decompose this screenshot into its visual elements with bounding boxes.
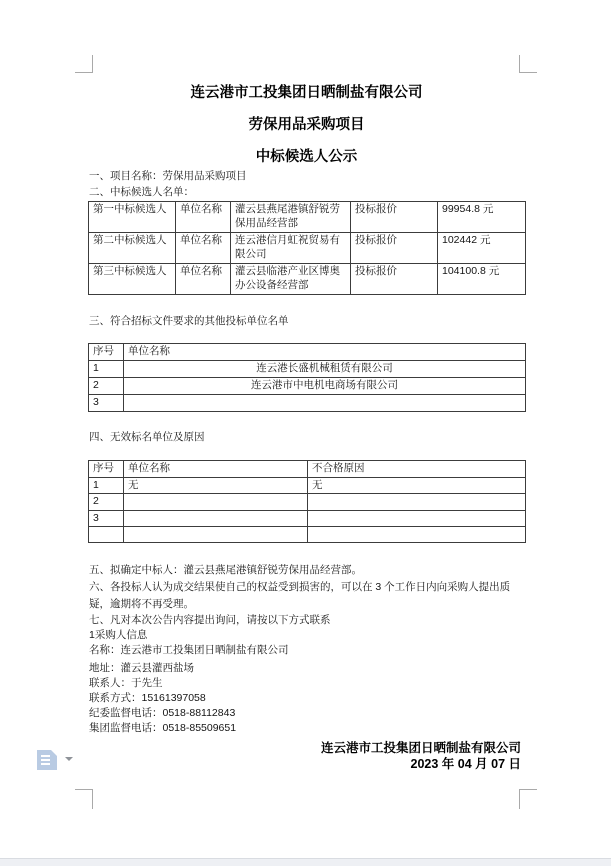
invalid-company-cell xyxy=(124,494,308,511)
paste-icon-line xyxy=(41,759,50,761)
invalid-company-cell: 无 xyxy=(124,477,308,494)
page-corner-mark-top-right xyxy=(519,55,537,73)
invalid-reason-cell xyxy=(308,527,526,543)
document-title-announcement: 中标候选人公示 xyxy=(255,149,358,165)
serial-cell: 3 xyxy=(89,395,124,412)
serial-cell xyxy=(89,527,124,543)
price-value-cell: 104100.8 元 xyxy=(438,264,526,295)
serial-cell: 1 xyxy=(89,361,124,378)
bidder-row xyxy=(89,395,526,412)
serial-header-cell: 序号 xyxy=(89,344,124,361)
page-corner-mark-bottom-left xyxy=(75,789,93,809)
invalid-bid-row xyxy=(89,510,526,527)
price-value-cell: 99954.8 元 xyxy=(438,202,526,233)
candidate-company-cell: 连云港信月虹祝贸易有限公司 xyxy=(231,233,351,264)
bidder-company-cell: 连云港长盛机械租赁有限公司 xyxy=(124,361,526,378)
contact-name-line: 名称：连云港市工投集团日晒制盐有限公司 xyxy=(89,644,289,656)
section-invalid-bids: 四、无效标名单位及原因 xyxy=(89,431,205,443)
other-bidders-table xyxy=(88,343,526,412)
section-project-name: 一、项目名称：劳保用品采购项目 xyxy=(89,170,247,182)
invalid-bid-row xyxy=(89,477,526,494)
paste-icon-fold xyxy=(51,750,57,756)
candidate-rank-cell: 第一中标候选人 xyxy=(89,202,176,233)
group-phone-line: 集团监督电话：0518-85509651 xyxy=(89,722,237,734)
section-intended-winner: 五、拟确定中标人：灌云县燕尾港镇舒锐劳保用品经营部。 xyxy=(89,564,362,576)
candidate-rank-cell: 第二中标候选人 xyxy=(89,233,176,264)
contact-address-line: 地址：灌云县灌西盐场 xyxy=(89,662,194,674)
invalid-bid-row xyxy=(89,527,526,543)
unit-label-cell: 单位名称 xyxy=(176,233,231,264)
paste-icon-line xyxy=(41,763,50,765)
price-value-cell: 102442 元 xyxy=(438,233,526,264)
chevron-down-icon[interactable] xyxy=(65,757,73,761)
price-label-cell: 投标报价 xyxy=(351,264,438,295)
serial-cell: 3 xyxy=(89,510,124,527)
company-header-cell: 单位名称 xyxy=(124,344,526,361)
bidder-row xyxy=(89,378,526,395)
page-corner-mark-top-left xyxy=(75,55,93,73)
table-header-row xyxy=(89,461,526,478)
bidder-company-cell xyxy=(124,395,526,412)
company-header-cell: 单位名称 xyxy=(124,461,308,478)
price-label-cell: 投标报价 xyxy=(351,202,438,233)
invalid-company-cell xyxy=(124,510,308,527)
candidate-row xyxy=(89,264,526,295)
section-inquiry-contact: 七、凡对本次公告内容提出询问，请按以下方式联系 xyxy=(89,614,331,626)
candidate-row xyxy=(89,202,526,233)
paste-options-control[interactable] xyxy=(37,749,73,771)
unit-label-cell: 单位名称 xyxy=(176,264,231,295)
paste-icon-line xyxy=(41,755,50,757)
contact-person-line: 联系人：于先生 xyxy=(89,677,163,689)
price-label-cell: 投标报价 xyxy=(351,233,438,264)
contact-phone-line: 联系方式：15161397058 xyxy=(89,692,206,704)
candidate-row xyxy=(89,233,526,264)
invalid-reason-cell xyxy=(308,494,526,511)
candidates-table xyxy=(88,201,526,295)
bidder-row xyxy=(89,361,526,378)
candidate-rank-cell: 第三中标候选人 xyxy=(89,264,176,295)
serial-cell: 1 xyxy=(89,477,124,494)
serial-header-cell: 序号 xyxy=(89,461,124,478)
buyer-info-heading: 1采购人信息 xyxy=(89,629,148,641)
invalid-company-cell xyxy=(124,527,308,543)
invalid-bid-row xyxy=(89,494,526,511)
reason-header-cell: 不合格原因 xyxy=(308,461,526,478)
section-objection-line2: 疑，逾期将不再受理。 xyxy=(89,598,194,610)
page-corner-mark-bottom-right xyxy=(519,789,537,809)
invalid-reason-cell xyxy=(308,510,526,527)
document-title-company: 连云港市工投集团日晒制盐有限公司 xyxy=(190,85,423,101)
section-candidates-list: 二、中标候选人名单： xyxy=(89,186,194,198)
unit-label-cell: 单位名称 xyxy=(176,202,231,233)
section-objection-line1: 六、各投标人认为成交结果使自己的权益受到损害的，可以在 3 个工作日内向采购人提出质 xyxy=(89,581,511,593)
serial-cell: 2 xyxy=(89,378,124,395)
document-title-project: 劳保用品采购项目 xyxy=(248,117,365,133)
bidder-company-cell: 连云港市中电机电商场有限公司 xyxy=(124,378,526,395)
discipline-phone-line: 纪委监督电话：0518-88112843 xyxy=(89,707,236,719)
candidate-company-cell: 灌云县燕尾港镇舒锐劳保用品经营部 xyxy=(231,202,351,233)
invalid-bids-table xyxy=(88,460,526,543)
candidate-company-cell: 灌云县临港产业区博奥办公设备经营部 xyxy=(231,264,351,295)
section-other-bidders: 三、符合招标文件要求的其他投标单位名单 xyxy=(89,315,289,327)
signature-date: 2023 年 04 月 07 日 xyxy=(410,757,521,771)
paste-options-icon[interactable] xyxy=(37,750,57,770)
table-header-row xyxy=(89,344,526,361)
invalid-reason-cell: 无 xyxy=(308,477,526,494)
signature-company: 连云港市工投集团日晒制盐有限公司 xyxy=(320,741,521,755)
serial-cell: 2 xyxy=(89,494,124,511)
